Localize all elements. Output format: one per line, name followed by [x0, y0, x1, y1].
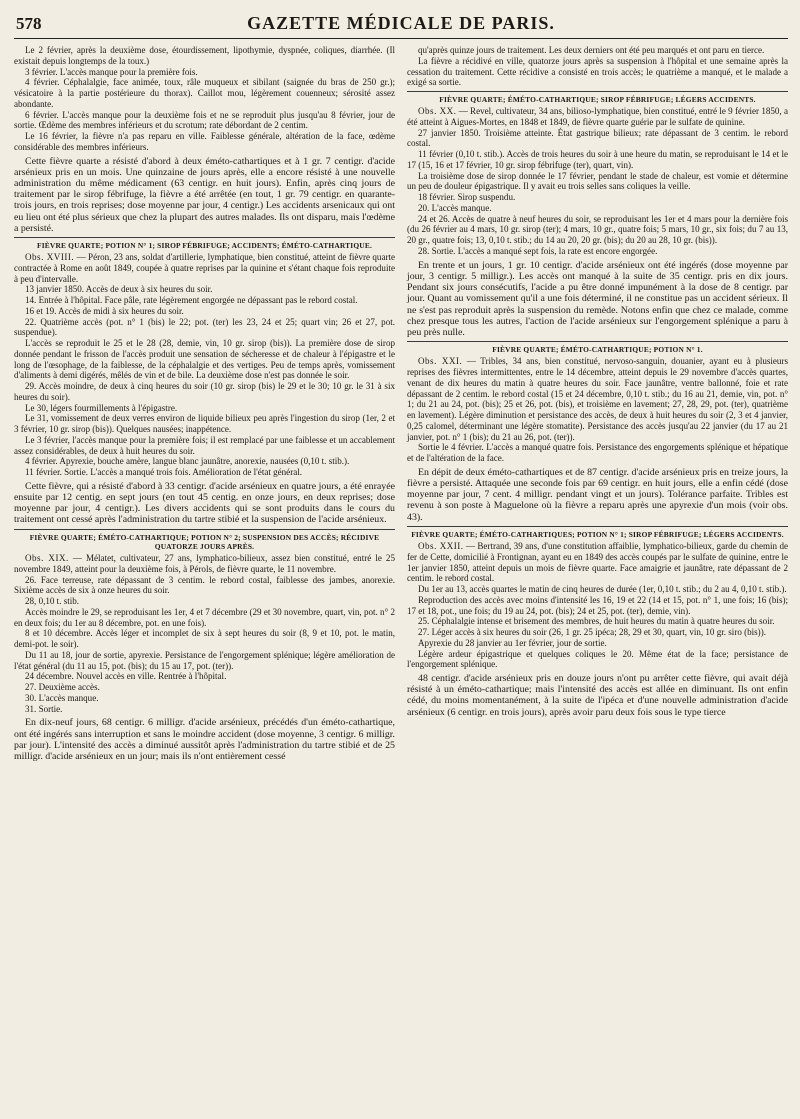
body-paragraph: 4 février. Apyrexie, bouche amère, langue blanc jaunâtre, anorexie, nausées (0,10 t. stib.). — [25, 456, 350, 467]
observation-text: — Péron, 23 ans, soldat d'artillerie, lymphatique, bien constitué, atteint de fièvre quarte contractée à Rome en août 1849, coupée à quatre reprises par la quinine et s'étant chaque fois reproduite à peu d'intervalle. — [14, 252, 395, 284]
body-paragraph: Du 11 au 18, jour de sortie, apyrexie. Persistance de l'engorgement splénique; légère amélioration de l'état général (du 11 au 15, pot. (bis); du 15 au 17, pot. (ter)). — [14, 649, 395, 671]
observation-label: Obs. XX. — [418, 106, 457, 117]
body-paragraph: La fièvre a récidivé en ville, quatorze jours après sa suspension à l'hôpital et une semaine après la cessation du traitement. Cette récidive a consisté en trois accès; le quatrième a manqué, et le malade a exigé sa sortie. — [407, 55, 788, 88]
observation-text: — Tribles, 34 ans, bien constitué, nervoso-sanguin, douanier, ayant eu à plusieurs reprises des fièvres intermittentes, entre le 14 décembre, atteint depuis le 29 novembre d'accès quartes, venant de dix heures du matin à quatre heures du soir. Face jaunâtre, ventre ballonné, foie et rate dépassant de 2 centim. le rebord costal (15 et 24 décembre, 0,10 t. stib.; du 16 au 21, demie, vin, pot. n° 1; du 21 au 24, pot. (bis); 25 et 26, pot. (bis), et troisième en lavement; 27, 28, 29, pot. (ter), quatrième en lavement). Légère diminution et persistance des accès, de deux à huit heures du soir (2, 3 et 4 janvier, 0,25 calomel, déterminant une légère stomatite). Persistance des accès jusqu'au 22 janvier (du 17 au 21 janvier, pot. n° 1 (bis); du 21 au 26, pot. (ter)). — [407, 356, 788, 442]
section-heading: FIÈVRE QUARTE; ÉMÉTO-CATHARTIQUE; POTION N° 2; SUSPENSION DES ACCÈS; RÉCIDIVE QUATORZE JOURS APRÈS. — [14, 529, 395, 551]
body-paragraph: Le 16 février, la fièvre n'a pas reparu en ville. Faiblesse générale, altération de la face, œdème considérable des membres inférieurs. — [14, 131, 395, 152]
body-paragraph: Du 1er au 13, accès quartes le matin de cinq heures de durée (1er, 0,10 t. stib.; du 2 au 4, 0,10 t. stib.). — [418, 584, 787, 595]
section-heading: FIÈVRE QUARTE; POTION N° 1; SIROP FÉBRIFUGE; ACCIDENTS; ÉMÉTO-CATHARTIQUE. — [14, 237, 395, 250]
summary-paragraph: En trente et un jours, 1 gr. 10 centigr. d'acide arsénieux ont été ingérés (dose moyenne par jour, 3 centigr. 5 milligr.). Les accès ont manqué à la suite de 35 centigr. pris en dix jours. Pendant six jours consécutifs, l'acide a pu être donné impunément à la dose de 8 centigr. par jour. Quant au vomissement qu'il a une fois déterminé, il ne constitue pas un accident sérieux. Il ne s'est pas reproduit après la suspension du remède. Notons enfin que chez ce malade, comme chez presque tous les autres, l'action de l'acide arsénieux sur l'engorgement splénique a paru à peu près nulle. — [407, 259, 788, 338]
body-paragraph: 18 février. Sirop suspendu. — [418, 192, 516, 203]
body-paragraph: Accès moindre le 29, se reproduisant les 1er, 4 et 7 décembre (29 et 30 novembre, quart, vin, pot. n° 2 en deux fois; du 1er au 8 décembre, pot. en une fois). — [14, 606, 395, 628]
body-paragraph: 24 décembre. Nouvel accès en ville. Rentrée à l'hôpital. — [25, 671, 227, 682]
body-paragraph: 31. Sortie. — [25, 703, 63, 714]
body-paragraph: Le 3 février, l'accès manque pour la première fois; il est remplacé par une faiblesse et un accablement assez considérables, de deux à huit heures du soir. — [14, 434, 395, 456]
body-paragraph: 25. Céphalalgie intense et brisement des membres, de huit heures du matin à quatre heures du soir. — [418, 616, 775, 627]
left-column — [14, 45, 395, 1115]
summary-paragraph: 48 centigr. d'acide arsénieux pris en douze jours n'ont pu arrêter cette fièvre, qui avait déjà résisté à un éméto-cathartique; mais l'intensité des accès est allée en diminuant. Ils ont enfin cédé, du moins momentanément, à la suite de l'ipéca et d'une nouvelle administration d'acide arsénieux (6 centigr. en trois jours), après avoir paru deux fois sous le type tierce — [407, 673, 788, 718]
body-paragraph: 30. L'accès manque. — [25, 692, 99, 703]
observation-paragraph — [407, 356, 788, 442]
body-paragraph: 28, 0,10 t. stib. — [25, 596, 80, 607]
section-heading: FIÈVRE QUARTE; ÉMÉTO-CATHARTIQUES; POTION N° 1; SIROP FÉBRIFUGE; LÉGERS ACCIDENTS. — [407, 526, 788, 539]
body-paragraph: 6 février. L'accès manque pour la deuxième fois et ne se reproduit plus jusqu'au 8 février, jour de sortie. Œdème des membres inférieurs et du scrotum; rate débordant de 2 centim. — [14, 109, 395, 131]
page-header — [14, 10, 788, 39]
body-paragraph: qu'après quinze jours de traitement. Les deux derniers ont été peu marqués et ont paru en tierce. — [418, 45, 765, 55]
body-paragraph: 14. Entrée à l'hôpital. Face pâle, rate légèrement engorgée ne dépassant pas le rebord costal. — [25, 295, 358, 306]
body-paragraph: Reproduction des accès avec moins d'intensité les 16, 19 et 22 (14 et 15, pot. n° 1, une fois; 16 (bis); 17 et 18, pot., une fois; du 19 au 24, pot. (bis); 24 et 25, pot. (ter), demie, vin). — [407, 594, 788, 616]
observation-label: Obs. XIX. — [25, 553, 69, 564]
observation-text: — Revel, cultivateur, 34 ans, bilioso-lymphatique, bien constitué, entré le 9 février 1850, a été atteint à Aigues-Mortes, en 1848 et 1849, de fièvre quarte guérie par le sulfate de quinine. — [407, 106, 788, 127]
summary-paragraph: Cette fièvre, qui a résisté d'abord à 33 centigr. d'acide arsénieux en quatre jours, a été enrayée ensuite par 12 centig. en sept jours (en tout 45 centig. en onze jours, en deux reprises; dose moyenne par jour, 4 centigr.). Les divers accidents qui se sont produits dans le cours du traitement ont cessé après l'administration du tartre stibié et la suspension de l'acide arsénieux. — [14, 480, 395, 526]
observation-paragraph — [407, 106, 788, 128]
body-paragraph: Légère ardeur épigastrique et quelques coliques le 20. Même état de la face; persistance de l'engorgement splénique. — [407, 648, 788, 670]
text-columns — [14, 45, 788, 1115]
journal-title: GAZETTE MÉDICALE DE PARIS. — [247, 13, 555, 33]
observation-paragraph — [14, 553, 395, 575]
observation-paragraph — [407, 541, 788, 584]
body-paragraph: 27. Léger accès à six heures du soir (26, 1 gr. 25 ipéca; 28, 29 et 30, quart, vin, 10 gr. siro (bis)). — [418, 627, 766, 638]
page-number: 578 — [16, 14, 42, 33]
right-column — [407, 45, 788, 1115]
body-paragraph: 24 et 26. Accès de quatre à neuf heures du soir, se reproduisant les 1er et 4 mars pour la dernière fois (du 26 février au 4 mars, 10 gr. sirop (ter); 4 mars, 10 gr., quatre fois; 5 mars, 10 gr., six fois; du 7 au 13, 20 gr., quatre fois; 13, 0,10 t. stib.; du 14 au 20, 20 gr. (bis); du 20 au 28, 10 gr. (bis)). — [407, 213, 788, 246]
body-paragraph: 11 février (0,10 t. stib.). Accès de trois heures du soir à une heure du matin, se reproduisant le 14 et le 17 (15, 16 et 17 février, 10 gr. sirop fébrifuge (ter), quart, vin). — [407, 149, 788, 170]
body-paragraph: Le 2 février, après la deuxième dose, étourdissement, lipothymie, dyspnée, coliques, diarrhée. (Il existait depuis longtemps de la toux.) — [14, 45, 395, 66]
body-paragraph: 27. Deuxième accès. — [25, 682, 100, 693]
observation-paragraph — [14, 252, 395, 284]
body-paragraph: 27 janvier 1850. Troisième atteinte. État gastrique bilieux; rate dépassant de 3 centim. le rebord costal. — [407, 127, 788, 149]
body-paragraph: Sortie le 4 février. L'accès a manqué quatre fois. Persistance des engorgements splénique et hépatique et de l'altération de la face. — [407, 442, 788, 464]
summary-paragraph: En dix-neuf jours, 68 centigr. 6 milligr. d'acide arsénieux, précédés d'un éméto-cathartique, ont été ingérés sans interruption et sans le moindre accident (dose moyenne, 3 centigr. 6 milligr. par jour). L'intensité des accès a diminué aussitôt après l'administration du tartre stibié et de 25 milligr. d'acide arsénieux en un jour; mais ils n'ont entièrement cessé — [14, 717, 395, 762]
body-paragraph: Le 31, vomissement de deux verres environ de liquide bilieux peu après l'ingestion du sirop (1er, 2 et 3 février, 10 gr. sirop (bis)). Quelques nausées; inappétence. — [14, 413, 395, 435]
body-paragraph: La troisième dose de sirop donnée le 17 février, pendant le stade de chaleur, est vomie et détermine un peu de douleur épigastrique. Il y avait eu trois selles sans coliques la veille. — [407, 170, 788, 192]
section-heading: FIÈVRE QUARTE; ÉMÉTO-CATHARTIQUE; POTION N° 1. — [407, 341, 788, 354]
body-paragraph: 20. L'accès manque. — [418, 202, 492, 213]
body-paragraph: 16 et 19. Accès de midi à six heures du soir. — [25, 305, 184, 316]
body-paragraph: 29. Accès moindre, de deux à cinq heures du soir (10 gr. sirop (bis) le 29 et le 30; 10 gr. le 31 à six heures du soir). — [14, 381, 395, 402]
observation-label: Obs. XVIII. — [25, 252, 75, 263]
body-paragraph: 3 février. L'accès manque pour la première fois. — [25, 66, 198, 77]
body-paragraph: 28. Sortie. L'accès a manqué sept fois, la rate est encore engorgée. — [418, 245, 658, 256]
body-paragraph: Apyrexie du 28 janvier au 1er février, jour de sortie. — [418, 637, 607, 648]
observation-text: — Mélatet, cultivateur, 27 ans, lymphatico-bilieux, assez bien constitué, entré le 25 novembre 1849, atteint pour la deuxième fois, à Pérols, de fièvre quarte, le 11 novembre. — [14, 553, 395, 574]
body-paragraph: L'accès se reproduit le 25 et le 28 (28, demie, vin, 10 gr. sirop (bis)). La première dose de sirop donnée pendant le frisson de l'accès produit une sensation de sécheresse et de chaleur à l'épigastre et le long de l'œsophage, de la faiblesse, de la céphalalgie et des vertiges. Peu de temps après, vomissement d'aliments à demi digérés, mêlés de vin et de bile. La deuxième dose n'est pas donnée le soir. — [14, 338, 395, 381]
observation-label: Obs. XXI. — [418, 356, 463, 367]
body-paragraph: 13 janvier 1850. Accès de deux à six heures du soir. — [25, 284, 213, 295]
body-paragraph: Le 30, légers fourmillements à l'épigastre. — [25, 402, 178, 413]
body-paragraph: 26. Face terreuse, rate dépassant de 3 centim. le rebord costal, faiblesse des jambes, anorexie. Sixième accès de six à onze heures du soir. — [14, 574, 395, 596]
body-paragraph: 8 et 10 décembre. Accès léger et incomplet de six à sept heures du soir (8, 9 et 10, pot. le matin, demi-pot. le soir). — [14, 628, 395, 650]
section-heading: FIÈVRE QUARTE; ÉMÉTO-CATHARTIQUE; SIROP FÉBRIFUGE; LÉGERS ACCIDENTS. — [407, 91, 788, 104]
observation-label: Obs. XXII. — [418, 541, 464, 552]
body-paragraph: 22. Quatrième accès (pot. n° 1 (bis) le 22; pot. (ter) les 23, 24 et 25; quart vin; 26 et 27, pot. suspendue). — [14, 316, 395, 338]
observation-text: — Bertrand, 39 ans, d'une constitution affaiblie, lymphatico-bilieux, garde du chemin de fer de Cette, domicilié à Frontignan, ayant eu en 1849 des accès coupés par le sulfate de quinine, entre le 1er janvier 1850, atteint depuis un mois de fièvre quarte. Face amaigrie et jaunâtre, rate dépassant de 2 centim. le rebord costal. — [407, 541, 788, 584]
summary-paragraph: En dépit de deux éméto-cathartiques et de 87 centigr. d'acide arsénieux pris en treize jours, la fièvre a persisté. Attaquée une seconde fois par 69 centigr. en huit jours, elle a enfin cédé (dose moyenne par jour, 7 cent. 4 milligr. pendant vingt et un jours). Tolérance parfaite. Tribles est revenu à son poste à Maguelone où la fièvre a reparu après une apyrexie d'un mois (voir obs. 43). — [407, 466, 788, 523]
body-paragraph: 4 février. Céphalalgie, face animée, toux, râle muqueux et sibilant (saignée du bras de 250 gr.); vésicatoire à la partie postérieure du thorax). Caillot mou, légèrement couenneux; sérosité assez abondante. — [14, 77, 395, 109]
body-paragraph: 11 février. Sortie. L'accès a manqué trois fois. Amélioration de l'état général. — [25, 467, 302, 478]
summary-paragraph: Cette fièvre quarte a résisté d'abord à deux éméto-cathartiques et à 1 gr. 7 centigr. d'acide arsénieux pris en un mois. Une quinzaine de jours après, elle a encore résisté à une nouvelle administration du même médicament (63 centigr. en huit jours). Enfin, après cinq jours de traitement par le sirop fébrifuge, la fièvre a été arrêtée (en tout, 1 gr. 79 centigr. en quarante-trois jours, en trois reprises; dose moyenne par jour, 4 centigr.) Les accidents arsenicaux qui ont eu lieu ont été plus sérieux que chez la plupart des autres malades. Ils ont disparu, mais l'œdème a persisté. — [14, 155, 395, 234]
